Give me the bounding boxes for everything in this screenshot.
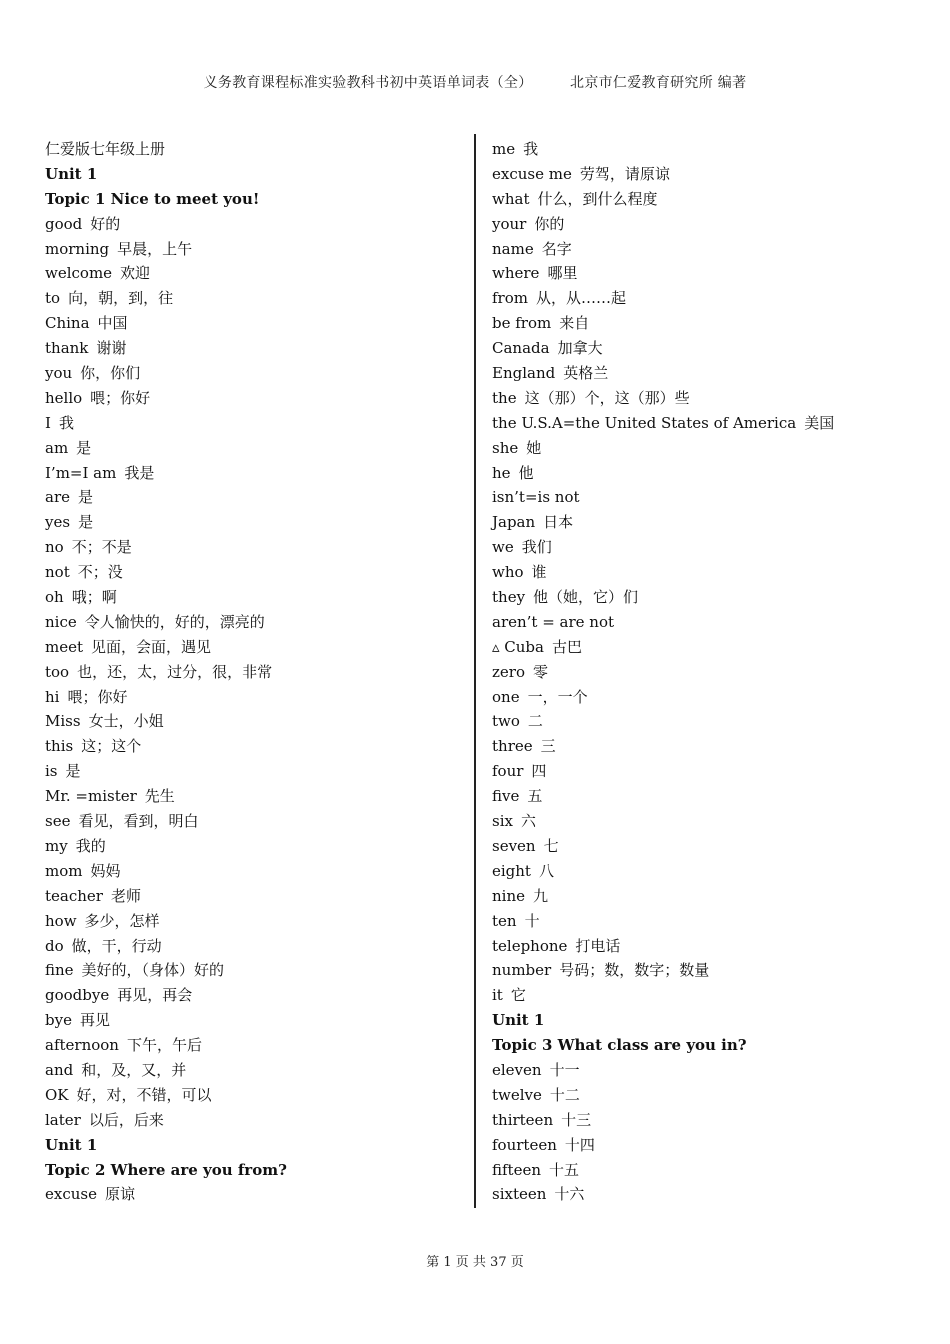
entry-word: this xyxy=(45,737,74,756)
entry-meaning: 七 xyxy=(543,836,559,855)
vocab-entry xyxy=(45,286,465,311)
entry-word: the U.S.A=the United States of America xyxy=(492,413,797,432)
entry-meaning: 也，还，太，过分，很，非常 xyxy=(77,662,273,681)
section-heading xyxy=(45,162,465,187)
vocab-entry xyxy=(492,983,932,1008)
entry-meaning: 十五 xyxy=(549,1160,580,1179)
entry-meaning: 喂；你好 xyxy=(90,388,151,407)
entry-meaning: 看见，看到，明白 xyxy=(78,812,199,831)
entry-meaning: 十二 xyxy=(549,1085,580,1104)
entry-word: I’m=I am xyxy=(45,463,117,482)
entry-word: zero xyxy=(492,662,525,681)
entry-word: excuse me xyxy=(492,164,572,183)
entry-word: three xyxy=(492,737,533,756)
entry-word: how xyxy=(45,911,77,930)
vocab-entry xyxy=(492,1158,932,1183)
entry-word: meet xyxy=(45,637,84,656)
vocab-entry xyxy=(492,411,932,436)
entry-word: Miss xyxy=(45,712,81,731)
entry-word: fifteen xyxy=(492,1160,541,1179)
entry-meaning: 再见，再会 xyxy=(117,986,193,1005)
entry-meaning: 十四 xyxy=(564,1135,595,1154)
vocab-entry xyxy=(492,909,932,934)
entry-word: hello xyxy=(45,388,83,407)
vocab-entry xyxy=(45,485,465,510)
entry-word: eight xyxy=(492,861,531,880)
vocab-entry xyxy=(492,734,932,759)
entry-word: eleven xyxy=(492,1060,542,1079)
entry-word: two xyxy=(492,712,520,731)
section-heading xyxy=(45,187,465,212)
vocab-entry xyxy=(45,884,465,909)
entry-word: afternoon xyxy=(45,1036,119,1055)
entry-word: fine xyxy=(45,961,74,980)
entry-meaning: 美好的，（身体）好的 xyxy=(81,961,225,980)
entry-word: ten xyxy=(492,911,517,930)
vocab-entry xyxy=(492,958,932,983)
vocab-entry xyxy=(492,660,932,685)
page-footer xyxy=(0,1251,950,1270)
vocab-entry xyxy=(45,137,465,162)
vocab-entry xyxy=(45,934,465,959)
entry-word: they xyxy=(492,588,526,607)
page-header xyxy=(0,72,950,92)
vocab-entry xyxy=(492,336,932,361)
vocab-entry xyxy=(492,212,932,237)
section-heading xyxy=(45,1133,465,1158)
entry-word: telephone xyxy=(492,936,568,955)
entry-word: thirteen xyxy=(492,1110,554,1129)
header-title: 义务教育课程标准实验教科书初中英语单词表（全） xyxy=(203,75,533,91)
entry-meaning: 八 xyxy=(538,861,554,880)
section-heading xyxy=(492,1008,932,1033)
entry-word: are xyxy=(45,488,70,507)
vocab-entry xyxy=(45,859,465,884)
entry-meaning: 好的 xyxy=(90,214,121,233)
vocab-entry xyxy=(492,137,932,162)
vocab-entry xyxy=(492,809,932,834)
vocab-entry xyxy=(45,1108,465,1133)
entry-word: number xyxy=(492,961,552,980)
entry-meaning: 是 xyxy=(76,438,92,457)
vocab-entry xyxy=(492,386,932,411)
vocab-entry xyxy=(45,1033,465,1058)
vocab-entry xyxy=(492,1133,932,1158)
entry-word: isn’t=is not xyxy=(492,488,580,507)
entry-meaning: 是 xyxy=(65,762,81,781)
entry-meaning: 它 xyxy=(510,986,526,1005)
entry-word: one xyxy=(492,687,520,706)
vocab-entry xyxy=(492,286,932,311)
vocab-entry xyxy=(45,1008,465,1033)
entry-meaning: 下午，午后 xyxy=(126,1036,202,1055)
vocab-entry xyxy=(492,610,932,635)
entry-meaning: 十一 xyxy=(549,1060,580,1079)
entry-meaning: 再见 xyxy=(79,1011,110,1030)
entry-meaning: 是 xyxy=(78,513,94,532)
entry-word: fourteen xyxy=(492,1135,557,1154)
entry-meaning: 欢迎 xyxy=(120,264,151,283)
entry-word: five xyxy=(492,787,520,806)
entry-word: Unit 1 xyxy=(492,1011,545,1030)
entry-word: welcome xyxy=(45,264,113,283)
vocab-entry xyxy=(492,1058,932,1083)
entry-word: nine xyxy=(492,886,525,905)
vocab-entry xyxy=(492,884,932,909)
entry-word: he xyxy=(492,463,511,482)
entry-word: Topic 3 What class are you in? xyxy=(492,1036,747,1055)
vocab-entry xyxy=(45,510,465,535)
entry-meaning: 从，从……起 xyxy=(535,289,626,308)
entry-meaning: 号码；数，数字；数量 xyxy=(559,961,710,980)
entry-meaning: 中国 xyxy=(97,314,128,333)
entry-word: China xyxy=(45,314,90,333)
entry-word: six xyxy=(492,812,513,831)
entry-word: OK xyxy=(45,1085,69,1104)
vocab-entry xyxy=(492,1108,932,1133)
entry-word: goodbye xyxy=(45,986,110,1005)
vocab-entry xyxy=(45,660,465,685)
entry-meaning: 不；不是 xyxy=(71,538,132,557)
vocab-entry xyxy=(492,485,932,510)
entry-meaning: 先生 xyxy=(144,787,175,806)
vocab-entry xyxy=(45,1083,465,1108)
entry-word: name xyxy=(492,239,534,258)
entry-meaning: 喂；你好 xyxy=(67,687,128,706)
vocab-entry xyxy=(45,1058,465,1083)
entry-meaning: 他（她，它）们 xyxy=(533,588,639,607)
entry-word: not xyxy=(45,563,70,582)
column-divider xyxy=(474,134,476,1208)
entry-meaning: 早晨，上午 xyxy=(117,239,193,258)
entry-meaning: 和，及，又，并 xyxy=(81,1060,187,1079)
entry-meaning: 你的 xyxy=(534,214,565,233)
entry-word: Topic 1 Nice to meet you! xyxy=(45,189,260,208)
entry-word: be from xyxy=(492,314,552,333)
vocab-entry xyxy=(492,560,932,585)
entry-meaning: 哪里 xyxy=(547,264,578,283)
entry-meaning: 你，你们 xyxy=(80,364,141,383)
entry-word: ▵ Cuba xyxy=(492,637,544,656)
entry-meaning: 什么，到什么程度 xyxy=(537,189,658,208)
vocab-entry xyxy=(492,261,932,286)
entry-word: later xyxy=(45,1110,81,1129)
vocab-entry xyxy=(492,859,932,884)
entry-meaning: 十 xyxy=(524,911,540,930)
vocab-entry xyxy=(492,187,932,212)
entry-meaning: 老师 xyxy=(110,886,141,905)
vocab-entry xyxy=(45,411,465,436)
entry-word: and xyxy=(45,1060,74,1079)
vocab-entry xyxy=(45,311,465,336)
vocab-entry xyxy=(45,436,465,461)
vocab-entry xyxy=(492,759,932,784)
entry-meaning: 古巴 xyxy=(551,637,582,656)
entry-word: me xyxy=(492,140,516,158)
entry-word: my xyxy=(45,836,68,855)
entry-meaning: 名字 xyxy=(541,239,572,258)
vocab-entry xyxy=(45,237,465,262)
entry-word: bye xyxy=(45,1011,72,1030)
entry-word: four xyxy=(492,762,524,781)
entry-word: Unit 1 xyxy=(45,1135,98,1154)
entry-word: where xyxy=(492,264,540,283)
vocab-entry xyxy=(492,1182,932,1207)
entry-meaning: 见面，会面，遇见 xyxy=(91,637,212,656)
entry-word: we xyxy=(492,538,514,557)
vocab-entry xyxy=(492,635,932,660)
entry-word: Unit 1 xyxy=(45,164,98,183)
entry-meaning: 不；没 xyxy=(77,563,123,582)
entry-word: twelve xyxy=(492,1085,542,1104)
entry-meaning: 二 xyxy=(527,712,543,731)
entry-meaning: 多少，怎样 xyxy=(84,911,160,930)
entry-word: am xyxy=(45,438,69,457)
entry-meaning: 以后，后来 xyxy=(88,1110,164,1129)
entry-word: excuse xyxy=(45,1185,97,1204)
entry-word: Canada xyxy=(492,339,550,358)
vocab-entry xyxy=(492,162,932,187)
entry-word: I xyxy=(45,413,51,432)
entry-meaning: 打电话 xyxy=(575,936,621,955)
entry-word: morning xyxy=(45,239,110,258)
vocab-entry xyxy=(45,461,465,486)
entry-word: do xyxy=(45,936,64,955)
vocab-entry xyxy=(45,784,465,809)
entry-meaning: 英格兰 xyxy=(563,364,609,383)
entry-word: is xyxy=(45,762,58,781)
entry-meaning: 四 xyxy=(531,762,547,781)
entry-meaning: 是 xyxy=(78,488,94,507)
vocab-entry xyxy=(492,237,932,262)
left-column xyxy=(45,137,465,1207)
entry-word: Topic 2 Where are you from? xyxy=(45,1160,287,1179)
entry-word: she xyxy=(492,438,519,457)
entry-word: 仁爱版七年级上册 xyxy=(45,140,166,158)
vocab-entry xyxy=(45,560,465,585)
vocab-entry xyxy=(492,311,932,336)
entry-meaning: 妈妈 xyxy=(90,861,121,880)
vocab-entry xyxy=(45,685,465,710)
vocab-entry xyxy=(45,386,465,411)
entry-meaning: 谁 xyxy=(531,563,547,582)
section-heading xyxy=(45,1158,465,1183)
vocab-entry xyxy=(45,834,465,859)
vocab-entry xyxy=(492,834,932,859)
entry-meaning: 我们 xyxy=(521,538,552,557)
vocab-entry xyxy=(45,1182,465,1207)
entry-word: England xyxy=(492,364,556,383)
entry-meaning: 我的 xyxy=(75,836,106,855)
entry-meaning: 零 xyxy=(532,662,548,681)
entry-word: no xyxy=(45,538,64,557)
entry-meaning: 令人愉快的，好的，漂亮的 xyxy=(84,612,265,631)
entry-meaning: 十六 xyxy=(554,1185,585,1204)
entry-word: from xyxy=(492,289,528,308)
vocab-entry xyxy=(492,1083,932,1108)
entry-word: nice xyxy=(45,612,77,631)
vocab-entry xyxy=(45,709,465,734)
vocab-entry xyxy=(492,709,932,734)
entry-meaning: 加拿大 xyxy=(557,339,603,358)
vocab-entry xyxy=(45,983,465,1008)
vocab-entry xyxy=(45,535,465,560)
entry-word: to xyxy=(45,289,61,308)
header-publisher: 北京市仁爱教育研究所 编著 xyxy=(570,75,747,91)
entry-meaning: 美国 xyxy=(804,413,835,432)
vocab-entry xyxy=(45,361,465,386)
entry-word: Japan xyxy=(492,513,536,532)
vocab-entry xyxy=(45,734,465,759)
vocab-entry xyxy=(492,461,932,486)
vocab-entry xyxy=(45,809,465,834)
entry-word: mom xyxy=(45,861,83,880)
entry-word: you xyxy=(45,364,73,383)
entry-meaning: 这；这个 xyxy=(81,737,142,756)
entry-word: too xyxy=(45,662,70,681)
entry-word: sixteen xyxy=(492,1185,547,1204)
entry-meaning: 女士，小姐 xyxy=(88,712,164,731)
entry-meaning: 五 xyxy=(527,787,543,806)
vocab-entry xyxy=(492,510,932,535)
vocab-entry xyxy=(492,535,932,560)
vocab-entry xyxy=(45,610,465,635)
entry-meaning: 我 xyxy=(58,413,74,432)
vocab-entry xyxy=(492,361,932,386)
entry-meaning: 她 xyxy=(526,438,542,457)
vocab-entry xyxy=(492,784,932,809)
entry-meaning: 这（那）个，这（那）些 xyxy=(524,388,690,407)
entry-meaning: 日本 xyxy=(543,513,574,532)
entry-meaning: 他 xyxy=(518,463,534,482)
entry-word: what xyxy=(492,189,530,208)
entry-word: good xyxy=(45,214,83,233)
entry-word: see xyxy=(45,812,71,831)
entry-word: the xyxy=(492,388,517,407)
entry-word: teacher xyxy=(45,886,103,905)
entry-meaning: 六 xyxy=(520,812,536,831)
entry-meaning: 哦；啊 xyxy=(71,588,117,607)
entry-meaning: 十三 xyxy=(561,1110,592,1129)
vocab-entry xyxy=(492,436,932,461)
entry-word: seven xyxy=(492,836,536,855)
vocab-entry xyxy=(45,585,465,610)
vocab-entry xyxy=(45,261,465,286)
entry-meaning: 一，一个 xyxy=(527,687,588,706)
entry-meaning: 来自 xyxy=(559,314,590,333)
vocab-entry xyxy=(492,934,932,959)
entry-meaning: 做，干，行动 xyxy=(71,936,162,955)
entry-meaning: 三 xyxy=(540,737,556,756)
entry-meaning: 好，对，不错，可以 xyxy=(76,1085,212,1104)
entry-word: your xyxy=(492,214,527,233)
section-heading xyxy=(492,1033,932,1058)
entry-word: aren’t = are not xyxy=(492,612,615,631)
vocab-entry xyxy=(45,635,465,660)
vocab-entry xyxy=(492,685,932,710)
entry-meaning: 我是 xyxy=(124,463,155,482)
entry-word: hi xyxy=(45,687,60,706)
entry-meaning: 我 xyxy=(523,140,539,158)
entry-word: Mr. =mister xyxy=(45,787,137,806)
page-number: 第 1 页 共 37 页 xyxy=(426,1255,524,1270)
vocab-entry xyxy=(492,585,932,610)
entry-word: yes xyxy=(45,513,71,532)
vocab-entry xyxy=(45,759,465,784)
entry-word: who xyxy=(492,563,524,582)
entry-meaning: 九 xyxy=(533,886,549,905)
vocab-entry xyxy=(45,958,465,983)
entry-word: it xyxy=(492,986,503,1005)
vocab-entry xyxy=(45,212,465,237)
entry-meaning: 原谅 xyxy=(104,1185,135,1204)
vocab-entry xyxy=(45,336,465,361)
entry-meaning: 谢谢 xyxy=(96,339,127,358)
entry-meaning: 劳驾，请原谅 xyxy=(579,164,670,183)
entry-word: thank xyxy=(45,339,89,358)
vocab-entry xyxy=(45,909,465,934)
right-column xyxy=(492,137,932,1207)
entry-word: oh xyxy=(45,588,64,607)
entry-meaning: 向，朝，到，往 xyxy=(68,289,174,308)
